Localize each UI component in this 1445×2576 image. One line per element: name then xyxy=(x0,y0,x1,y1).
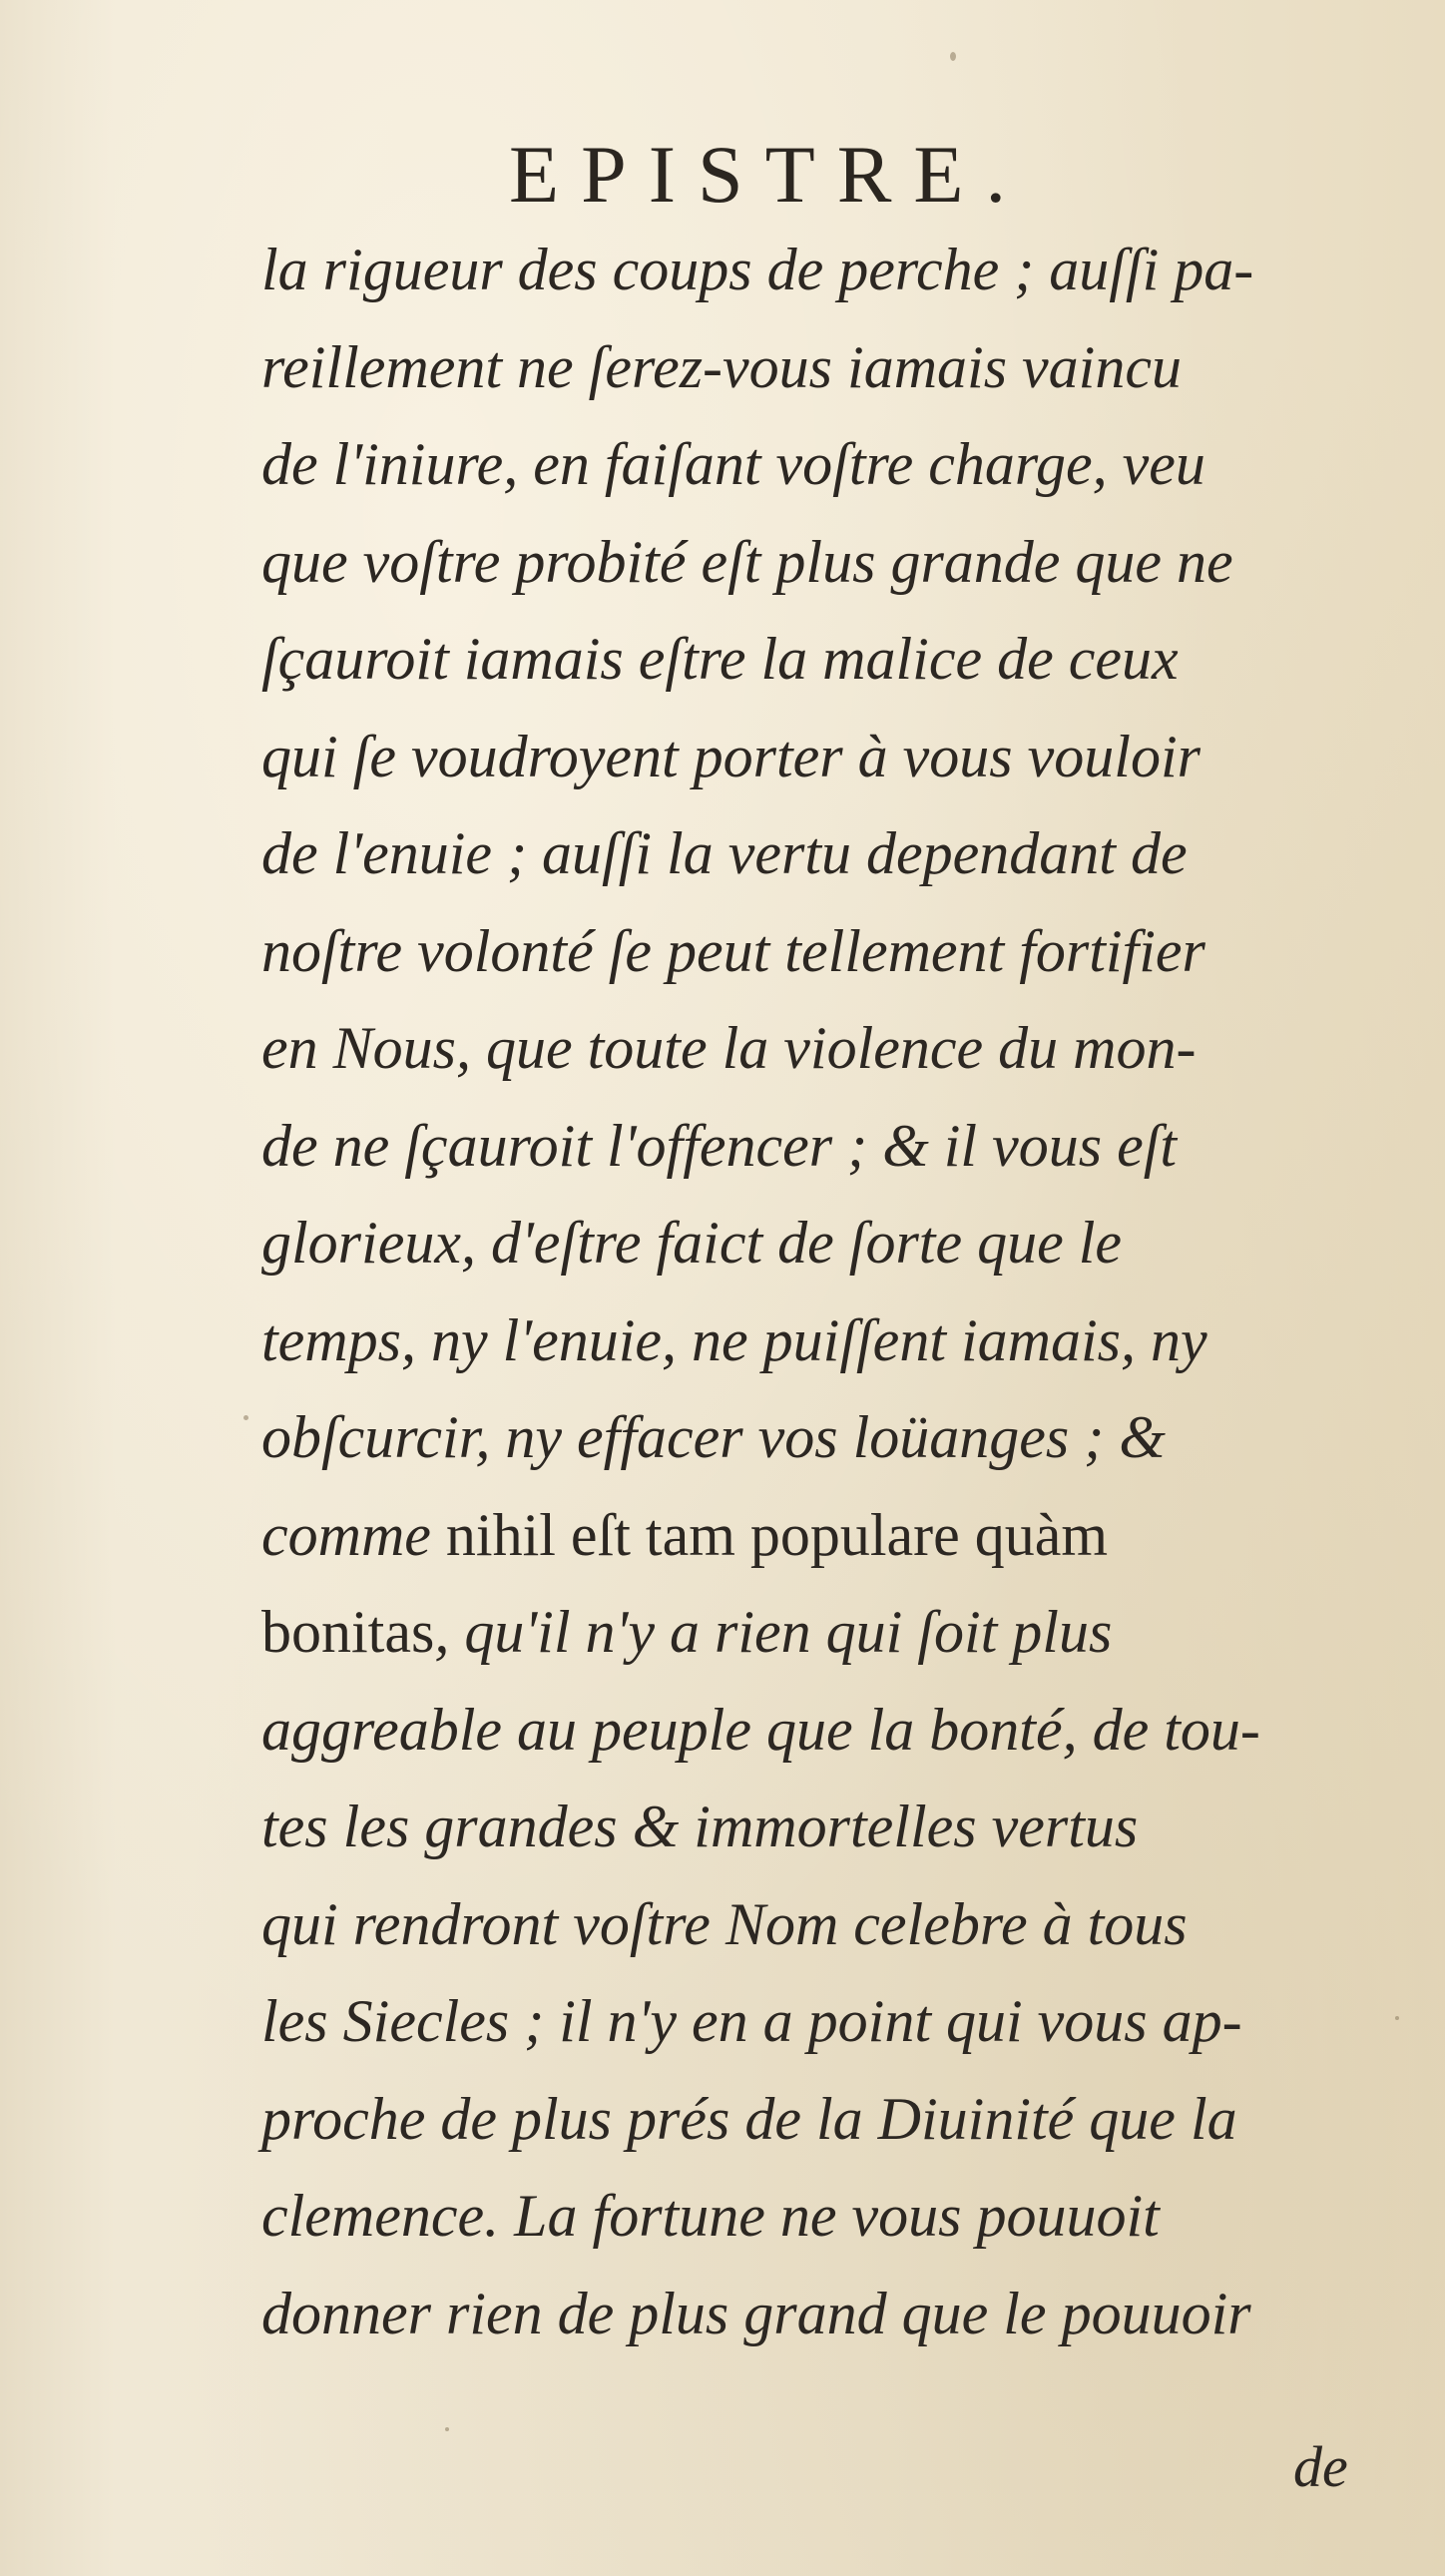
latin-roman-run: nihil eſt tam populare quàm xyxy=(445,1501,1109,1568)
text-line: proche de plus prés de la Diuinité que la xyxy=(261,2085,1237,2152)
text-line: ſçauroit iamais eſtre la malice de ceux xyxy=(261,626,1179,692)
text-line: tes les grandes & immortelles vertus xyxy=(261,1794,1139,1859)
text-line: noſtre volonté ſe peut tellement fortifier xyxy=(261,917,1205,984)
text-line: de l'enuie ; auſſi la vertu dependant de xyxy=(261,820,1188,886)
ink-speck xyxy=(445,2427,449,2431)
text-line xyxy=(261,1487,1389,1585)
text-line: de l'iniure, en faiſant voſtre charge, veu xyxy=(261,431,1205,497)
text-line: la rigueur des coups de perche ; auſſi pa- xyxy=(261,237,1254,302)
ink-speck xyxy=(950,52,956,61)
text-line: qui ſe voudroyent porter à vous vouloir xyxy=(261,723,1201,789)
ink-speck xyxy=(1395,2016,1399,2020)
running-head: EPISTRE. xyxy=(509,129,1028,220)
text-line: les Siecles ; il n'y en a point qui vous ap- xyxy=(261,1988,1242,2054)
text-line: que voſtre probité eſt plus grande que ne xyxy=(261,528,1233,595)
text-line: qui rendront voſtre Nom celebre à tous xyxy=(261,1890,1188,1957)
ink-speck xyxy=(243,1415,248,1420)
text-line: donner rien de plus grand que le pouuoir xyxy=(261,2280,1251,2346)
text-line xyxy=(261,1584,1389,1682)
catchword: de xyxy=(1293,2434,1348,2499)
text-line: de ne ſçauroit l'offencer ; & il vous eſt xyxy=(261,1112,1178,1179)
text-line: clemence. La fortune ne vous pouuoit xyxy=(261,2183,1160,2249)
italic-run: , qu'il n'y a rien qui ſoit plus xyxy=(434,1599,1113,1665)
text-line: glorieux, d'eſtre faict de ſorte que le xyxy=(261,1210,1123,1276)
text-line: en Nous, que toute la violence du mon- xyxy=(261,1015,1197,1081)
italic-run: comme xyxy=(261,1501,446,1568)
body-text xyxy=(261,222,1389,2362)
text-line: temps, ny l'enuie, ne puiſſent iamais, ny xyxy=(261,1306,1207,1373)
text-line: reillement ne ſerez-vous iamais vaincu xyxy=(261,333,1182,400)
text-line: obſcurcir, ny effacer vos loüanges ; & xyxy=(261,1404,1166,1470)
latin-roman-run: bonitas xyxy=(261,1599,435,1665)
text-line: aggreable au peuple que la bonté, de tou- xyxy=(261,1696,1260,1763)
